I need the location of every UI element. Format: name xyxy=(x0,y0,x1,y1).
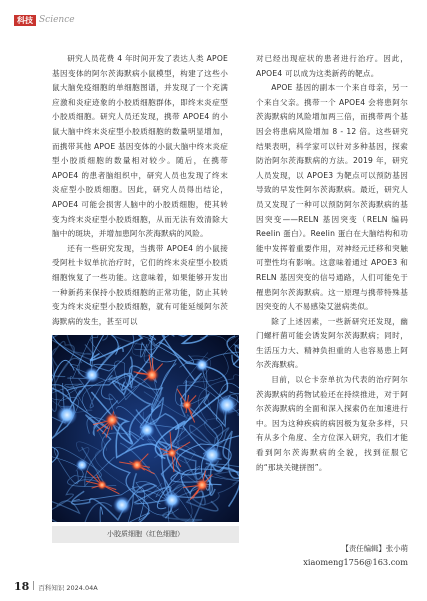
microglia-cell xyxy=(167,448,177,458)
page-footer xyxy=(14,580,98,594)
microglia-cell xyxy=(145,368,159,382)
microglia-cell xyxy=(182,400,192,410)
section-header xyxy=(14,14,75,26)
article-column-left xyxy=(52,52,228,329)
section-label-en: Science xyxy=(39,15,75,25)
photo-caption: 小胶质细胞（红色细胞） xyxy=(52,526,239,543)
article-paragraph: 除了上述因素，一些新研究还发现，幽门螺杆菌可能会诱发阿尔茨海默病；同时，生活压力大、精神负担重的人也容易患上阿尔茨海默病。 xyxy=(256,316,408,370)
article-paragraph: 还有一些研究发现，当携带 APOE4 的小鼠接受阿杜卡奴单抗治疗时，它们的终末炎症型小胶质细胞恢复了一些功能。这意味着，如果能够开发出一种新药来保持小胶质细胞的正常功能，防止其转变为终末炎症型小胶质细胞，就有可能延缓阿尔茨海默病的发生，甚至可以 xyxy=(52,243,228,326)
journal-issue: 百科知识 2024.04A xyxy=(38,584,98,592)
neuron-cell xyxy=(163,491,181,509)
article-paragraph: 对已经出现症状的患者进行治疗。因此，APOE4 可以成为这类新药的靶点。 xyxy=(256,54,408,78)
section-badge: 科技 xyxy=(14,15,36,26)
microglia-photo xyxy=(52,335,239,522)
microglia-cell xyxy=(131,459,143,471)
editor-credit: 【责任编辑】张小萌 xyxy=(341,544,408,553)
neuron-cell xyxy=(76,459,89,472)
article-paragraph: 目前，以仑卡奈单抗为代表的治疗阿尔茨海默病的药物试验还在持续推进，对于阿尔茨海默病的全面和深入探索仍在加速进行中。因为这种疾病的病因极为复杂多样，只有从多个角度、全方位深入研究，我们才能看到阿尔茨海默病的全貌，找到征服它的“那块关键拼图”。 xyxy=(256,375,408,472)
editor-email: xiaomeng1756@163.com xyxy=(303,557,408,567)
footer-divider xyxy=(33,581,34,590)
page-number: 18 xyxy=(14,580,30,593)
neuron-cell xyxy=(195,358,209,372)
article-paragraph: APOE 基因的副本一个来自母亲，另一个来自父亲。携带一个 APOE4 会将患阿尔茨海默病的风险增加两三倍，而携带两个基因会将患病风险增加 8 - 12 倍。这些研究结果表明，科学家可以针对多种基因，探索防治阿尔茨海默病的方法。2019 年，研究人员发现，以 APOE3 为靶点可以预防基因导致的早发性阿尔茨海默病。最近，研究人员又发现了一种可以预防阿尔茨海默病的基因突变——RELN 基因突变（RELN 编码 Reelin 蛋白）。Reelin 蛋白在大脑结构和功能中发挥着重要作用，对神经元迁移和突触可塑性均有影响。这意味着通过 APOE3 和 RELN 基因突变的信号通路，人们可能免于罹患阿尔茨海默病。这一原理与携带特殊基因突变的人不易感染艾滋病类似。 xyxy=(256,83,408,312)
article-paragraph: 研究人员花费 4 年时间开发了表达人类 APOE 基因变体的阿尔茨海默病小鼠模型，构建了这些小鼠大脑免疫细胞的单细胞图谱，并发现了一个充满应激和炎症迹象的小胶质细胞群体，即终末炎症型小胶质细胞。研究人员还发现，携带 APOE4 的小鼠大脑中终末炎症型小胶质细胞的数量明显增加，而携带其他 APOE 基因变体的小鼠大脑中终末炎症型小胶质细胞的数量相对较少。随后，在携带 APOE4 的患者脑组织中，研究人员也发现了终末炎症型小胶质细胞。因此，研究人员得出结论，APOE4 可能会损害人脑中的小胶质细胞，使其转变为终末炎症型小胶质细胞，从而无法有效清除大脑中的斑块，并增加患阿尔茨海默病的风险。 xyxy=(52,54,228,239)
neuron-cell xyxy=(217,395,238,416)
neuron-cell xyxy=(113,496,131,514)
microglia-cell xyxy=(195,478,209,492)
neuron-cell xyxy=(84,367,100,383)
microglia-cell xyxy=(97,480,107,490)
neuron-cell xyxy=(139,422,155,438)
microglia-cell xyxy=(105,413,120,428)
neuron-cell xyxy=(57,405,78,426)
article-column-right xyxy=(256,52,408,475)
neuron-cell xyxy=(203,446,222,465)
microglia-illustration xyxy=(52,335,239,522)
